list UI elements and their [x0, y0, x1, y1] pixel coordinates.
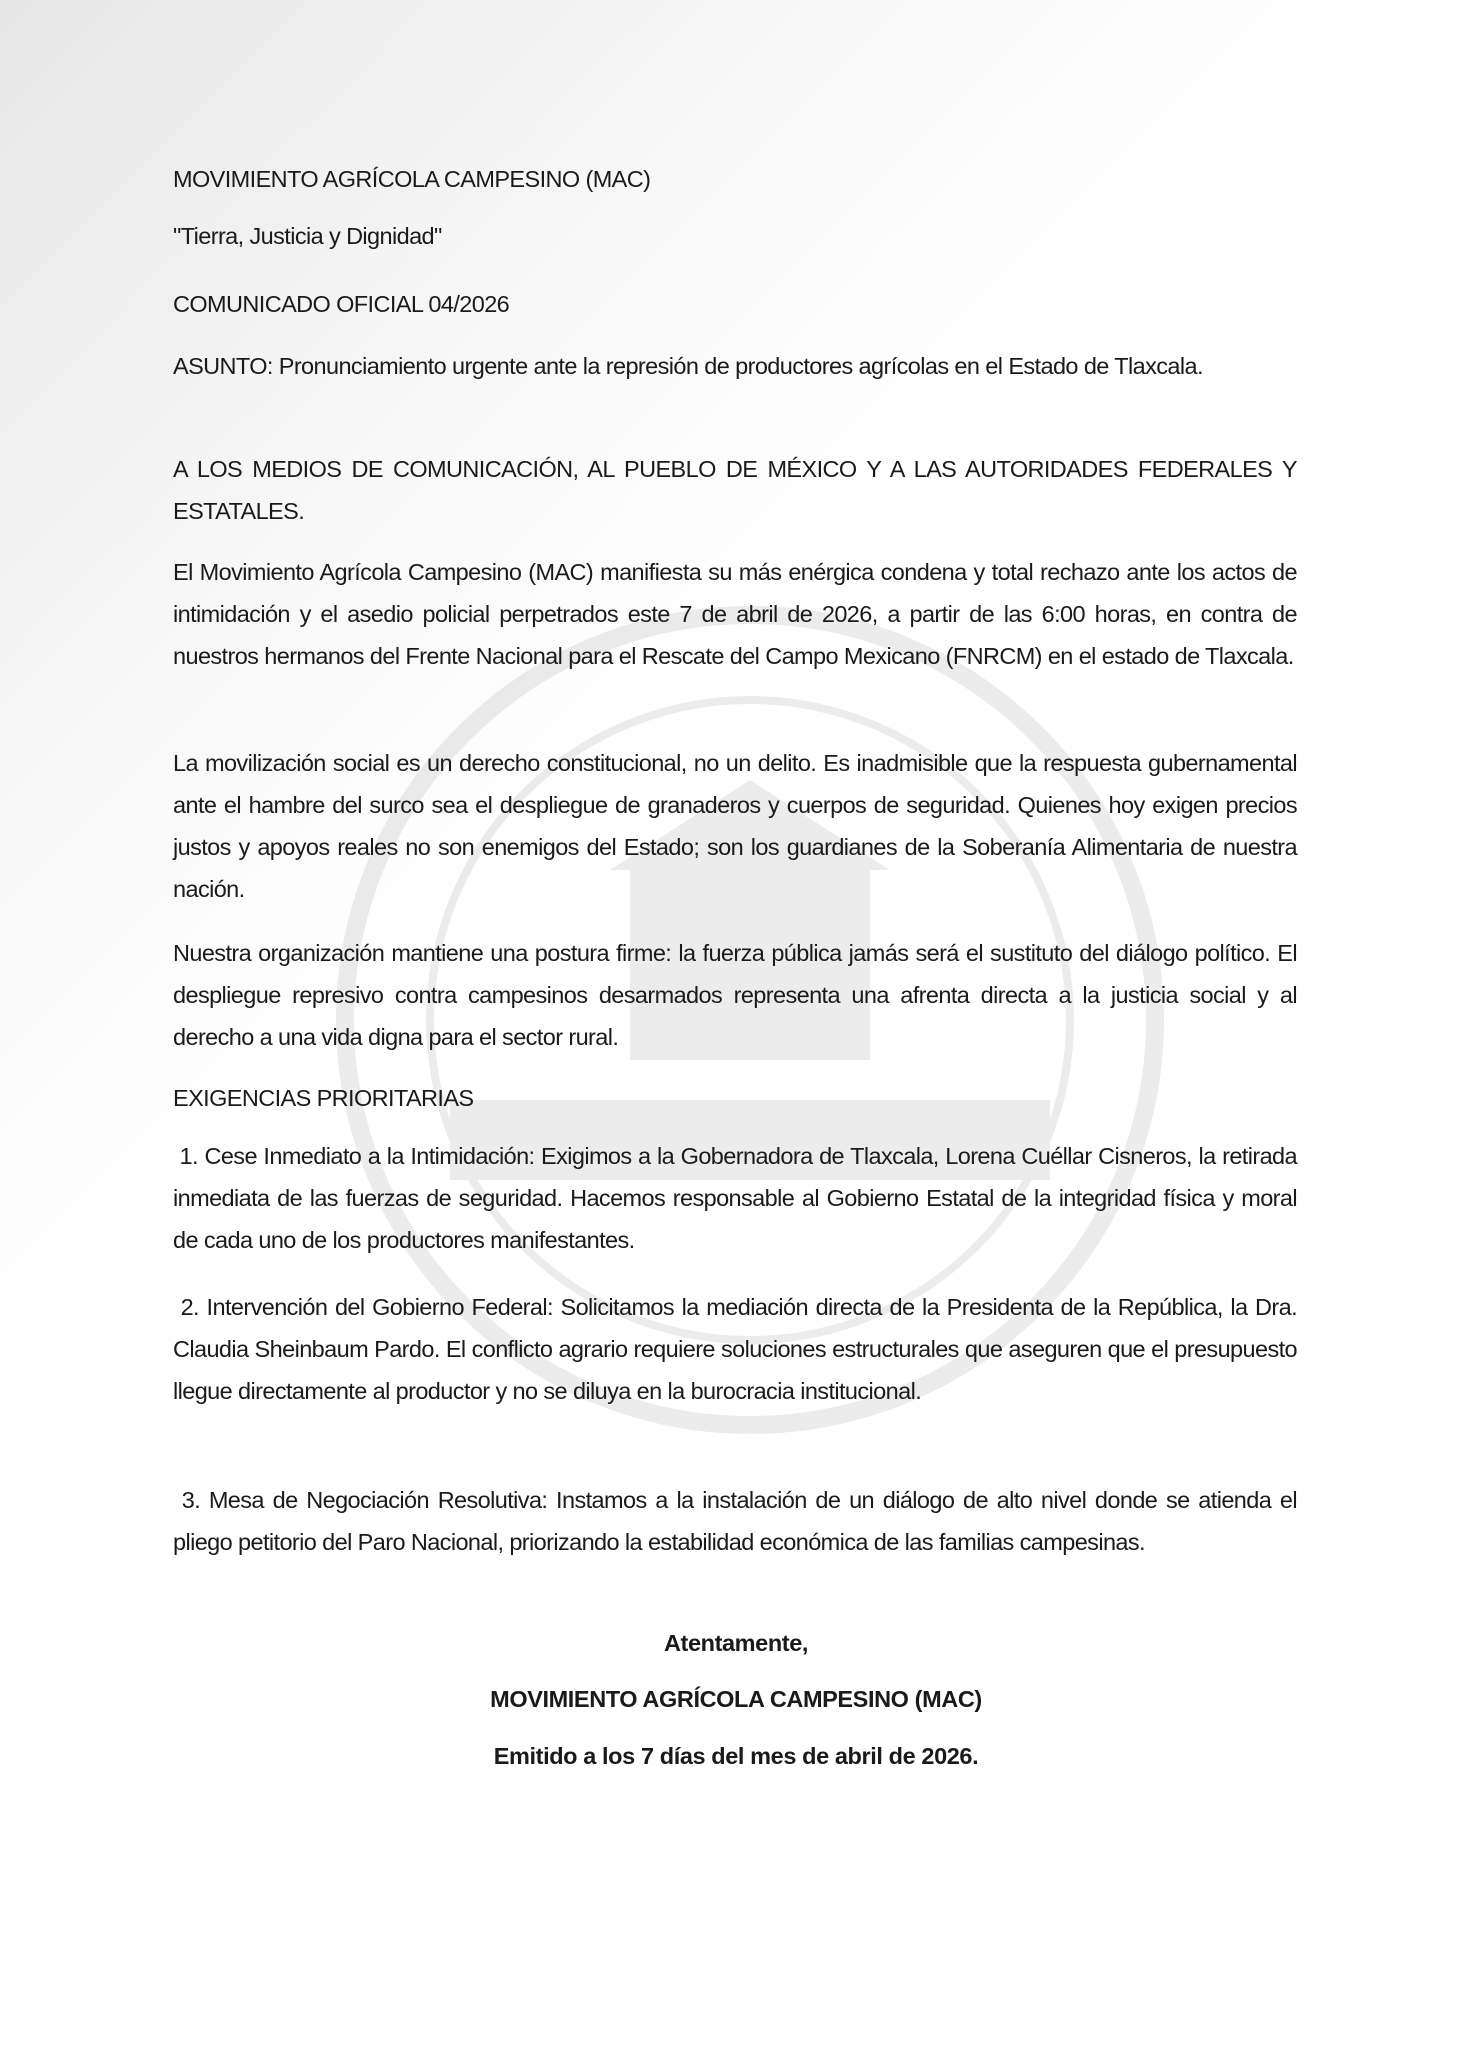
addressee: A LOS MEDIOS DE COMUNICACIÓN, AL PUEBLO DE MÉXICO Y A LAS AUTORIDADES FEDERALES Y ESTATALES.	[173, 456, 1297, 524]
demand-item: 2. Intervención del Gobierno Federal: Solicitamos la mediación directa de la Presidenta de la República, la Dra. Claudia Sheinbaum Pardo. El conflicto agrario requiere soluciones estructurales que aseguren que el presupuesto llegue directamente al productor y no se diluya en la burocracia institucional.	[173, 1294, 1303, 1404]
salutation: Atentamente,	[663, 1630, 809, 1656]
demand-item: 3. Mesa de Negociación Resolutiva: Instamos a la instalación de un diálogo de alto nivel donde se atienda el pliego petitorio del Paro Nacional, priorizando la estabilidad económica de las familias campesinas.	[173, 1487, 1303, 1555]
motto: "Tierra, Justicia y Dignidad"	[173, 223, 442, 249]
paragraph: El Movimiento Agrícola Campesino (MAC) manifiesta su más enérgica condena y total rechazo ante los actos de intimidación y el asedio policial perpetrados este 7 de abril de 2026, a partir de las 6:00 horas, en contra de nuestros hermanos del Frente Nacional para el Rescate del Campo Mexicano (FNRCM) en el estado de Tlaxcala.	[173, 559, 1297, 669]
document-number: COMUNICADO OFICIAL 04/2026	[173, 291, 510, 317]
paragraph: Nuestra organización mantiene una postura firme: la fuerza pública jamás será el sustituto del diálogo político. El despliegue represivo contra campesinos desarmados representa una afrenta directa a la justicia social y al derecho a una vida digna para el sector rural.	[173, 940, 1297, 1050]
subject: ASUNTO: Pronunciamiento urgente ante la represión de productores agrícolas en el Estado de Tlaxcala.	[173, 353, 1203, 379]
paragraph: La movilización social es un derecho constitucional, no un delito. Es inadmisible que la respuesta gubernamental ante el hambre del surco sea el despliegue de granaderos y cuerpos de seguridad. Quienes hoy exigen precios justos y apoyos reales no son enemigos del Estado; son los guardianes de la Soberanía Alimentaria de nuestra nación.	[173, 750, 1297, 902]
organization-name: MOVIMIENTO AGRÍCOLA CAMPESINO (MAC)	[173, 166, 651, 192]
signature: MOVIMIENTO AGRÍCOLA CAMPESINO (MAC)	[490, 1686, 982, 1712]
demands-heading: EXIGENCIAS PRIORITARIAS	[173, 1085, 474, 1111]
demand-item: 1. Cese Inmediato a la Intimidación: Exigimos a la Gobernadora de Tlaxcala, Lorena Cuéllar Cisneros, la retirada inmediata de las fuerzas de seguridad. Hacemos responsable al Gobierno Estatal de la integridad física y moral de cada uno de los productores manifestantes.	[173, 1143, 1303, 1253]
date-line: Emitido a los 7 días del mes de abril de 2026.	[493, 1743, 979, 1769]
